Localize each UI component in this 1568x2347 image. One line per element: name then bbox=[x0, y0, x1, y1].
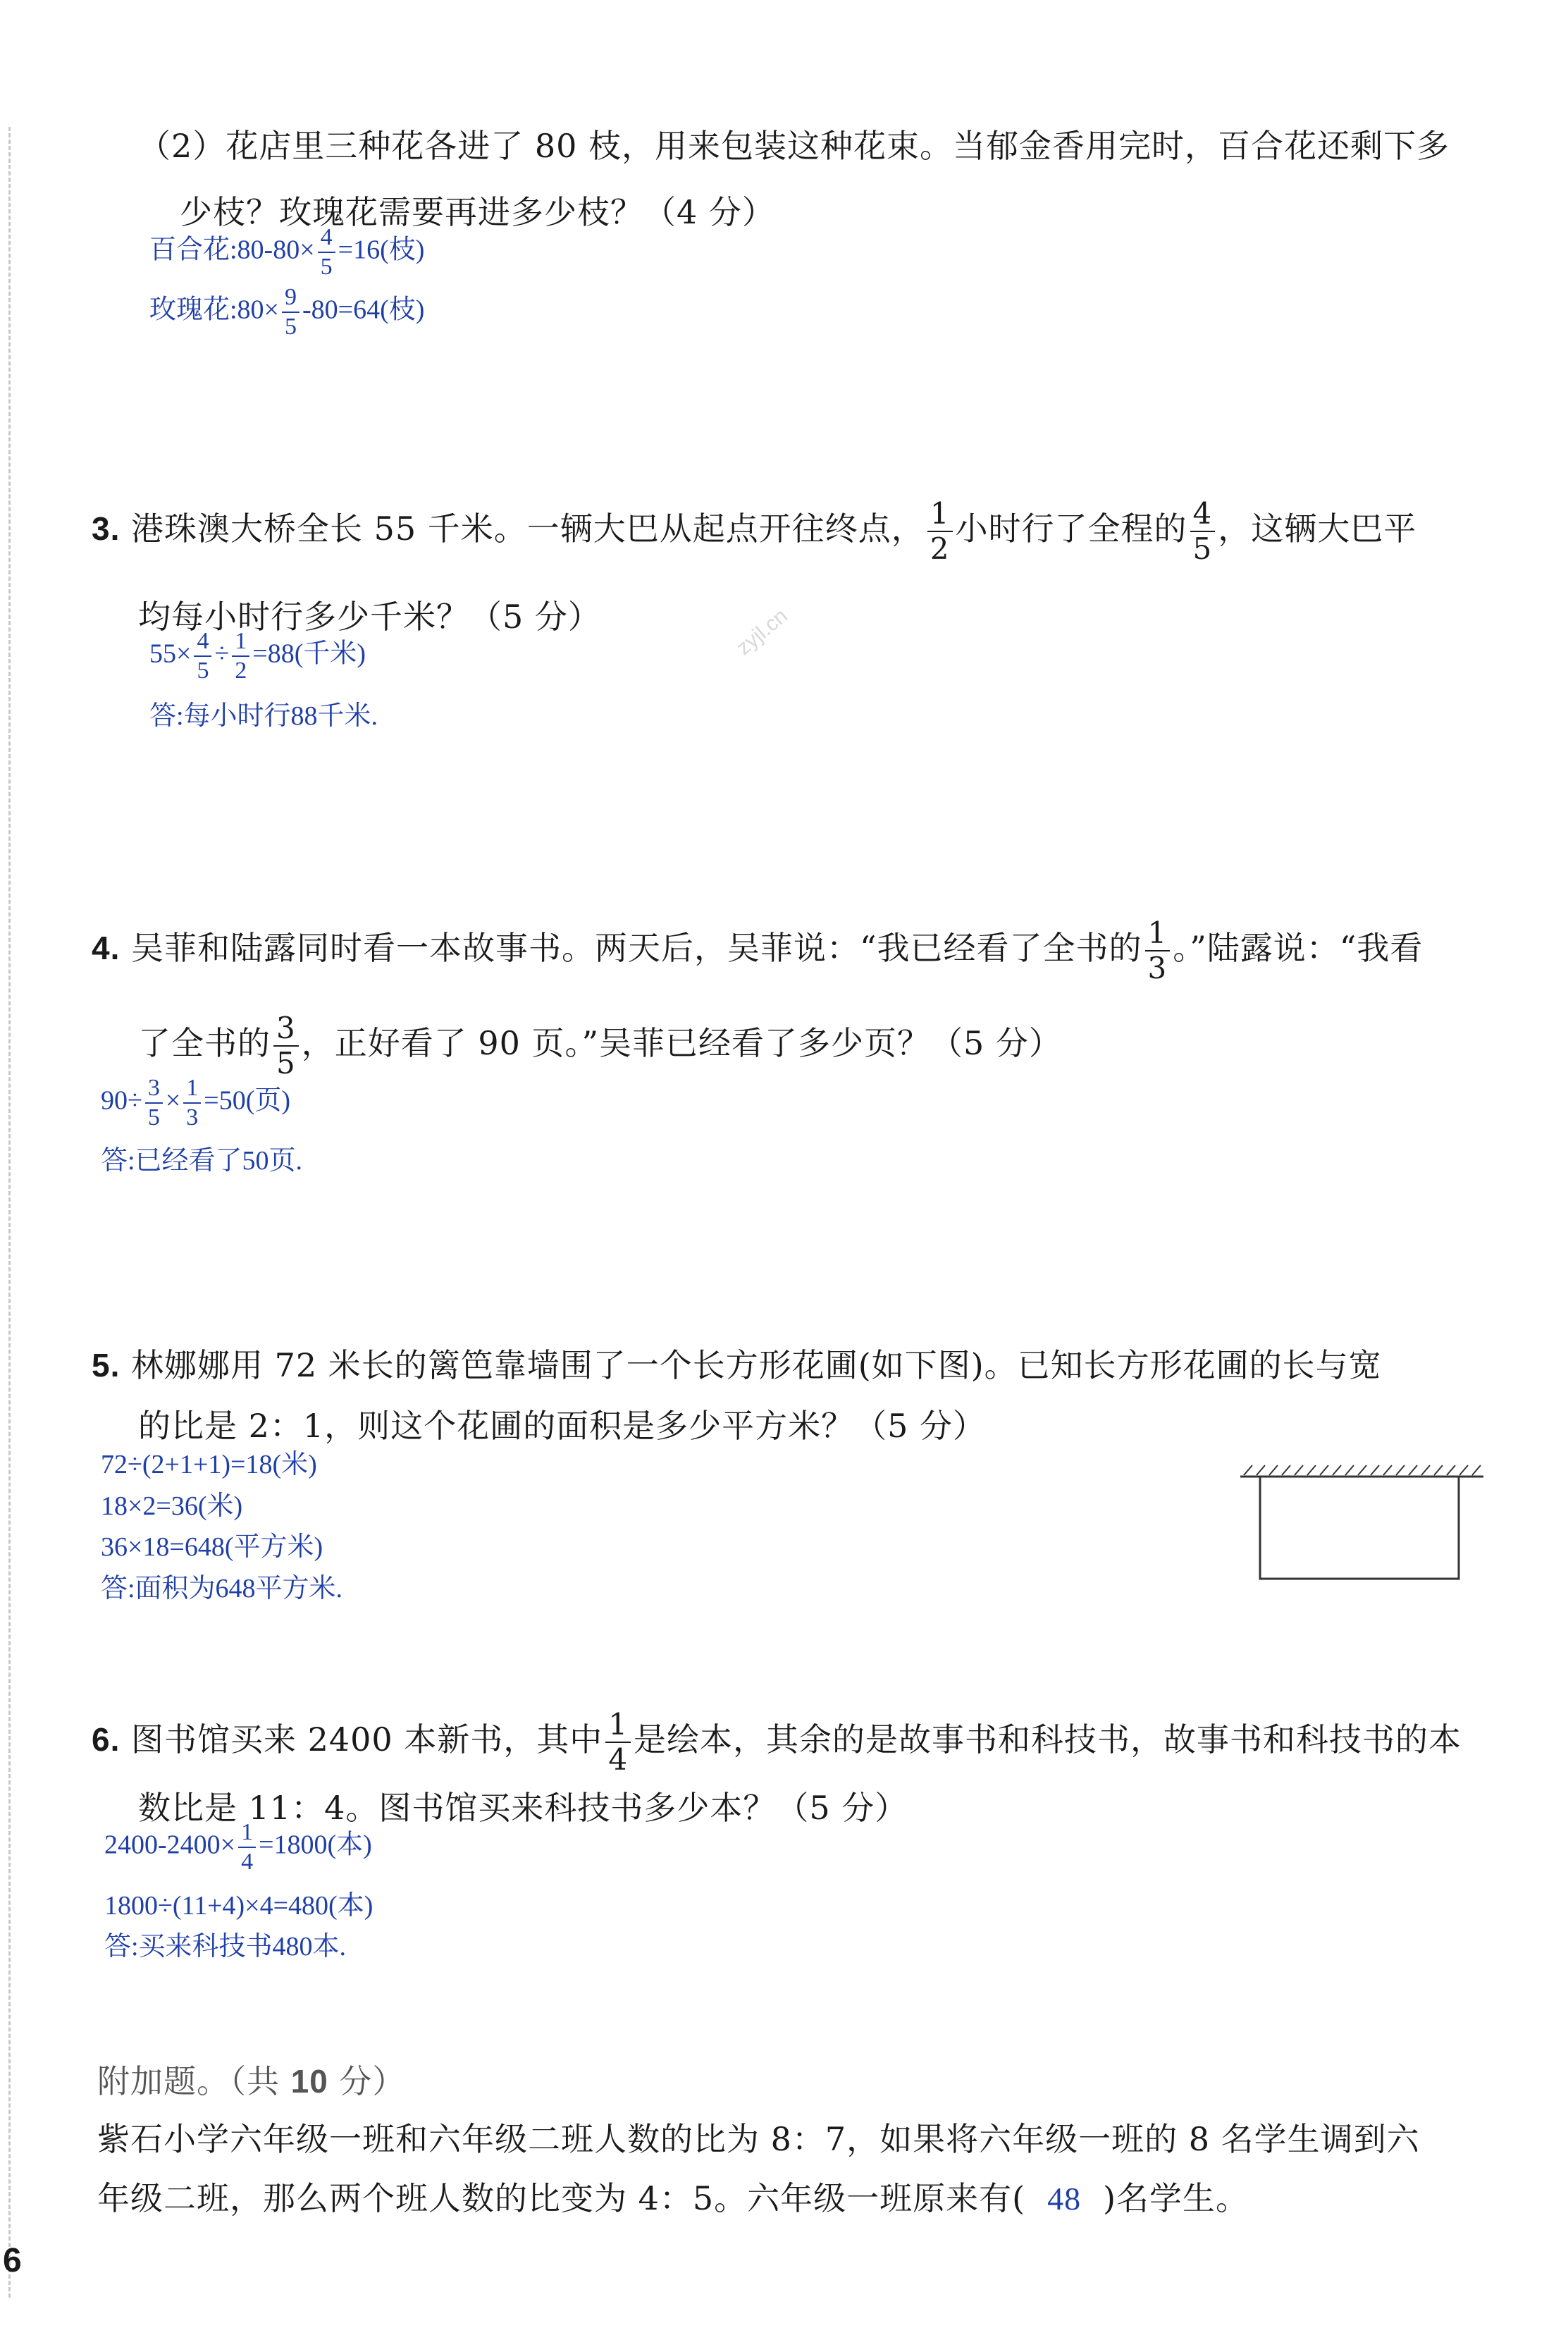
q6-text-b: 是绘本，其余的是故事书和科技书，故事书和科技书的本 bbox=[634, 1720, 1462, 1758]
bonus-line1: 紫石小学六年级一班和六年级二班人数的比为 8：7，如果将六年级一班的 8 名学生调到六 bbox=[97, 2120, 1420, 2158]
fraction: $\frac{1}{3}$ bbox=[1145, 918, 1171, 983]
q6-line2: 数比是 11：4。图书馆买来科技书多少本？（5 分） bbox=[138, 1789, 908, 1827]
fraction: $\frac{9}{5}$ bbox=[282, 285, 300, 339]
q6-a1-pre: 2400-2400× bbox=[104, 1830, 236, 1860]
fraction: $\frac{1}{2}$ bbox=[927, 499, 953, 564]
fraction: $\frac{4}{5}$ bbox=[318, 226, 335, 279]
fraction: $\frac{1}{2}$ bbox=[232, 629, 249, 683]
fraction: $\frac{1}{3}$ bbox=[183, 1076, 201, 1130]
q3-ans-post: =88(千米) bbox=[252, 639, 366, 669]
q3-text-b: 小时行了全程的 bbox=[955, 510, 1187, 548]
bonus-line2 bbox=[97, 2179, 1249, 2217]
q3-number: 3. bbox=[92, 510, 121, 547]
fraction: $\frac{1}{4}$ bbox=[605, 1710, 631, 1775]
q2-line2: 少枝？玫瑰花需要再进多少枝？（4 分） bbox=[180, 193, 775, 231]
q5-number: 5. bbox=[92, 1347, 121, 1384]
fraction: $\frac{4}{5}$ bbox=[1190, 499, 1216, 564]
q4-number: 4. bbox=[92, 930, 121, 966]
q2-ans2-pre: 玫瑰花:80× bbox=[149, 295, 279, 325]
fraction: $\frac{1}{4}$ bbox=[238, 1821, 256, 1874]
fraction: $\frac{4}{5}$ bbox=[194, 629, 211, 683]
garden-diagram bbox=[1237, 1462, 1487, 1586]
q3-ans-div: ÷ bbox=[214, 639, 230, 669]
q4-answer-statement: 答:已经看了50页. bbox=[101, 1146, 303, 1176]
q2-ans1-post: =16(枝) bbox=[338, 235, 425, 265]
q5-line1 bbox=[92, 1346, 1382, 1384]
bonus-text-b: )名学生。 bbox=[1103, 2179, 1249, 2217]
q4-text-a: 吴菲和陆露同时看一本故事书。两天后，吴菲说：“我已经看了全书的 bbox=[131, 929, 1142, 967]
garden-fence bbox=[1260, 1477, 1459, 1579]
q3-line2: 均每小时行多少千米？（5 分） bbox=[138, 598, 601, 636]
wall-hatching bbox=[1244, 1465, 1481, 1475]
q6-answer-statement: 答:买来科技书480本. bbox=[104, 1932, 347, 1961]
q6-step2: 1800÷(11+4)×4=480(本) bbox=[104, 1891, 374, 1921]
q5-answer-statement: 答:面积为648平方米. bbox=[101, 1574, 343, 1603]
q2-line1: （2）花店里三种花各进了 80 枝，用来包装这种花束。当郁金香用完时，百合花还剩下多 bbox=[138, 127, 1450, 165]
q5-step1: 72÷(2+1+1)=18(米) bbox=[101, 1450, 317, 1479]
bonus-title-c: 分） bbox=[328, 2062, 406, 2100]
q5-step3: 36×18=648(平方米) bbox=[101, 1532, 323, 1562]
q3-line1 bbox=[92, 496, 1417, 566]
q3-ans-pre: 55× bbox=[149, 639, 192, 669]
bonus-points: 10 bbox=[290, 2063, 328, 2100]
q6-step1 bbox=[104, 1821, 372, 1874]
q4-line2 bbox=[138, 1011, 1062, 1080]
q4-ans-mul: × bbox=[165, 1085, 181, 1116]
q5-step2: 18×2=36(米) bbox=[101, 1491, 243, 1521]
q5-line2: 的比是 2：1，则这个花圃的面积是多少平方米？（5 分） bbox=[138, 1407, 987, 1445]
q4-ans-pre: 90÷ bbox=[101, 1085, 142, 1116]
q2-answer-lily bbox=[149, 226, 424, 279]
q4-text-c: 了全书的 bbox=[138, 1024, 271, 1062]
q3-text-c: ，这辆大巴平 bbox=[1218, 510, 1417, 548]
fraction: $\frac{3}{5}$ bbox=[145, 1076, 163, 1130]
page-number: 6 bbox=[3, 2242, 22, 2279]
q4-line1 bbox=[92, 918, 1423, 983]
q4-answer bbox=[101, 1076, 290, 1130]
bonus-title bbox=[97, 2062, 406, 2100]
q6-text-a: 图书馆买来 2400 本新书，其中 bbox=[131, 1720, 603, 1758]
q2-answer-rose bbox=[149, 285, 424, 339]
q4-text-d: ，正好看了 90 页。”吴菲已经看了多少页？（5 分） bbox=[301, 1024, 1062, 1062]
q2-ans1-pre: 百合花:80-80× bbox=[149, 235, 315, 265]
fraction: $\frac{3}{5}$ bbox=[273, 1014, 299, 1078]
q3-answer bbox=[149, 629, 366, 683]
binding-guide-line bbox=[8, 127, 11, 2298]
q2-ans2-post: -80=64(枝) bbox=[302, 295, 425, 325]
q3-text-a: 港珠澳大桥全长 55 千米。一辆大巴从起点开往终点， bbox=[131, 510, 925, 548]
watermark: zyjl.cn bbox=[731, 604, 792, 660]
bonus-answer: 48 bbox=[1047, 2181, 1082, 2217]
q5-text-a: 林娜娜用 72 米长的篱笆靠墙围了一个长方形花圃(如下图)。已知长方形花圃的长与宽 bbox=[131, 1346, 1382, 1384]
bonus-text-a: 年级二班，那么两个班人数的比变为 4：5。六年级一班原来有( bbox=[97, 2179, 1026, 2217]
q3-answer-statement: 答:每小时行88千米. bbox=[149, 701, 378, 731]
q4-ans-post: =50(页) bbox=[204, 1085, 291, 1116]
q6-line1 bbox=[92, 1707, 1462, 1777]
bonus-title-a: 附加题。（共 bbox=[97, 2062, 291, 2100]
q6-a1-post: =1800(本) bbox=[259, 1830, 372, 1860]
q6-number: 6. bbox=[92, 1721, 121, 1758]
q4-text-b: 。”陆露说：“我看 bbox=[1173, 929, 1424, 967]
